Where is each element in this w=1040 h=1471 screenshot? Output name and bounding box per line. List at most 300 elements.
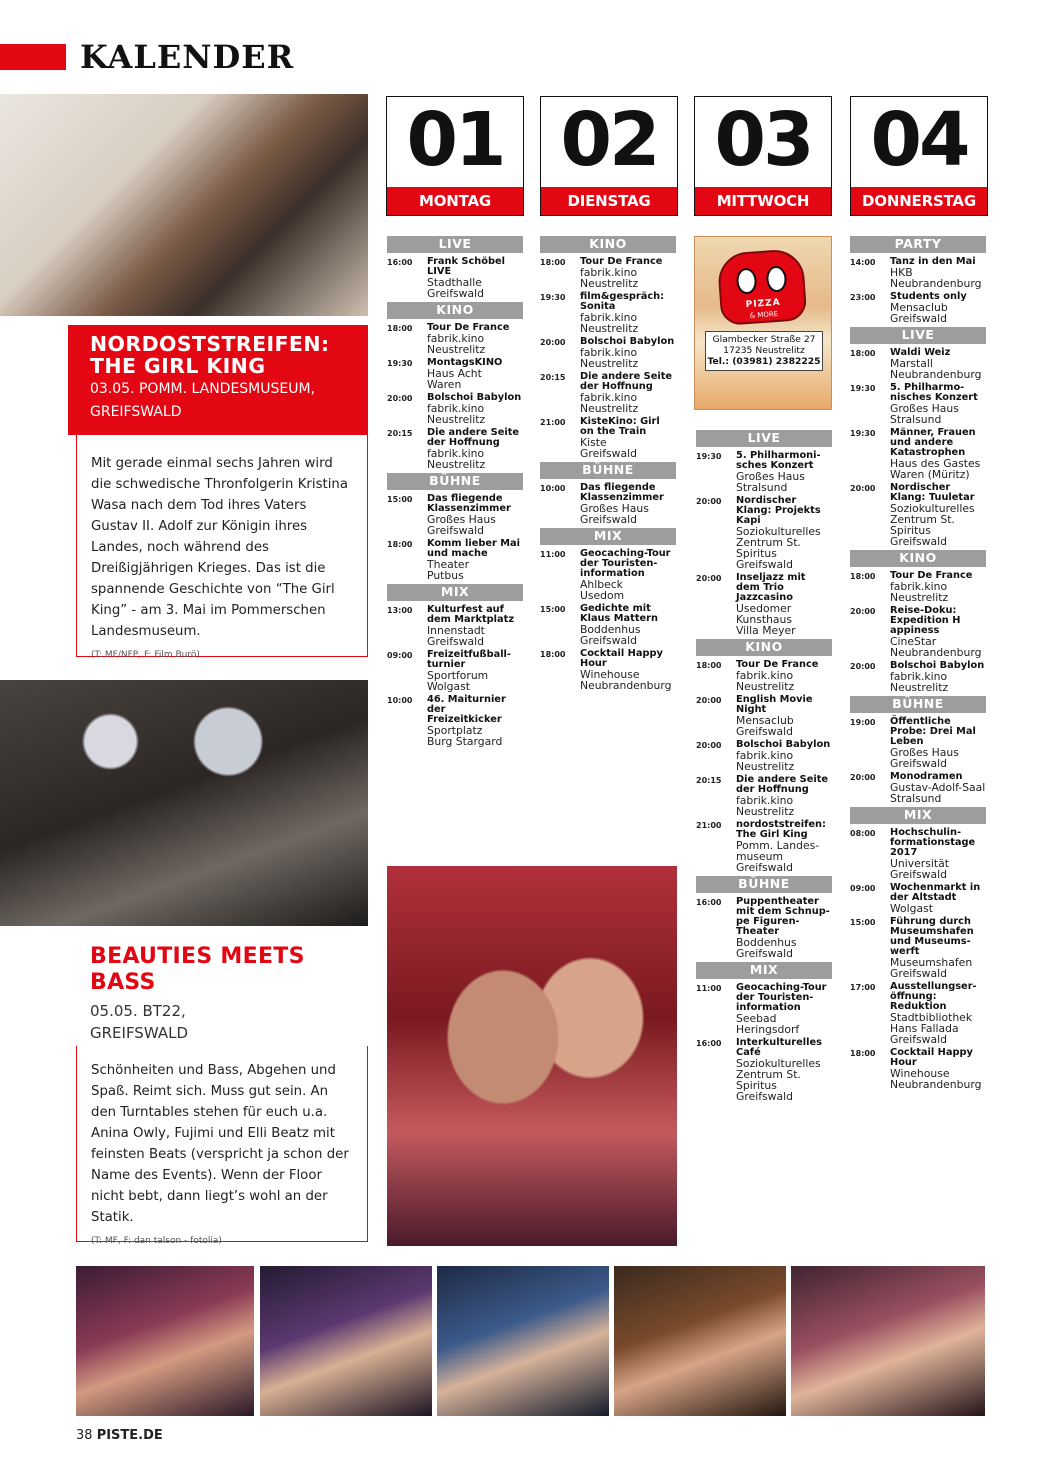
event-details	[890, 428, 986, 480]
event-name: Bolschoi Babylon	[890, 660, 985, 671]
event-location: Waren (Müritz)	[890, 468, 970, 481]
event-details	[890, 606, 986, 658]
event-entry	[696, 451, 832, 493]
event-location: Großes Haus	[736, 470, 805, 483]
event-details	[427, 695, 523, 747]
event-entry	[696, 983, 832, 1035]
event-location: Greifswald	[890, 1033, 947, 1046]
event-entry	[850, 483, 986, 547]
feature-header-girl-king	[68, 325, 368, 435]
event-name: Das fliegende Klassenzimmer	[580, 482, 664, 503]
event-name: Männer, Frauen und andere Katastrophen	[890, 427, 976, 458]
event-entry	[850, 428, 986, 480]
event-location: fabrik.kino	[736, 794, 794, 807]
category-header: MIX	[387, 584, 523, 601]
event-location: Greifswald	[427, 635, 484, 648]
event-entry	[696, 1038, 832, 1102]
event-time: 20:00	[696, 497, 722, 506]
page-footer	[76, 1428, 163, 1443]
event-location: Winehouse	[580, 668, 640, 681]
event-details	[427, 257, 523, 299]
event-name: Die andere Seite der Hoffnung	[427, 427, 520, 448]
event-time: 20:00	[540, 338, 566, 347]
event-details	[890, 828, 986, 880]
event-entry	[540, 649, 676, 691]
event-name: Students only	[890, 291, 967, 302]
category-header: BÜHNE	[850, 696, 986, 713]
event-entry	[387, 695, 523, 747]
page-number: 38	[76, 1428, 93, 1443]
day-number: 04	[870, 97, 968, 183]
event-name: Ausstellungser-öffnung: Reduktion	[890, 981, 977, 1012]
day-box-1	[386, 96, 524, 216]
event-location: fabrik.kino	[736, 749, 794, 762]
ad-phone: Tel.: (03981) 2382225	[707, 356, 821, 367]
event-name: 46. Maiturnier der Freizeitkicker	[427, 694, 506, 725]
event-entry	[850, 348, 986, 380]
event-name: Tour De France	[580, 256, 663, 267]
event-time: 18:00	[850, 349, 876, 358]
event-details	[890, 1048, 986, 1090]
event-location: fabrik.kino	[580, 391, 638, 404]
event-location: Neustrelitz	[736, 680, 795, 693]
event-entry	[850, 383, 986, 425]
event-details	[890, 661, 986, 693]
party-photo-hug	[387, 866, 677, 1246]
event-details	[890, 982, 986, 1045]
event-details	[736, 983, 832, 1035]
day-box-2	[540, 96, 678, 216]
event-details	[890, 348, 986, 380]
ad-city: 17235 Neustrelitz	[723, 345, 805, 356]
event-location: Gustav-Adolf-Saal	[890, 781, 986, 794]
event-entry	[850, 917, 986, 979]
event-entry	[850, 1048, 986, 1090]
event-location: fabrik.kino	[580, 266, 638, 279]
event-location: Greifswald	[580, 634, 637, 647]
feature-body-girl-king	[76, 435, 368, 660]
event-time: 19:30	[696, 452, 722, 461]
event-entry	[540, 337, 676, 369]
event-details	[736, 496, 832, 570]
event-location: Greifswald	[736, 1090, 793, 1103]
event-location: Greifswald	[890, 757, 947, 770]
party-photo-strip-5	[791, 1266, 985, 1416]
events-column-day-1	[387, 234, 523, 750]
event-details	[890, 883, 986, 914]
event-time: 19:30	[540, 293, 566, 302]
category-header: LIVE	[696, 430, 832, 447]
event-location: Großes Haus	[890, 402, 959, 415]
footer-brand: PISTE.DE	[96, 1428, 163, 1443]
event-time: 15:00	[850, 918, 876, 927]
feature-title-line2: THE GIRL KING	[90, 354, 266, 378]
events-column-day-3	[696, 428, 832, 1105]
event-time: 18:00	[387, 324, 413, 333]
party-photo-strip-4	[614, 1266, 786, 1416]
event-details	[890, 292, 986, 324]
event-entry	[850, 257, 986, 289]
event-location: Ahlbeck	[580, 578, 623, 591]
event-location: fabrik.kino	[427, 332, 485, 345]
event-location: Mensaclub	[736, 714, 794, 727]
event-location: Soziokulturelles Zentrum St. Spiritus	[736, 1057, 821, 1092]
event-time: 18:00	[387, 540, 413, 549]
event-details	[580, 337, 676, 369]
event-entry	[696, 775, 832, 817]
event-entry	[850, 571, 986, 603]
event-time: 15:00	[540, 605, 566, 614]
event-location: Neubrandenburg	[890, 646, 982, 659]
feature-title-line1: NORDOSTSTREIFEN:	[90, 332, 330, 356]
event-time: 20:00	[387, 394, 413, 403]
event-location: Pomm. Landes-museum	[736, 839, 820, 863]
event-location: Soziokulturelles Zentrum St. Spiritus	[736, 525, 821, 560]
event-entry	[850, 661, 986, 693]
event-time: 18:00	[540, 258, 566, 267]
event-details	[736, 740, 832, 772]
event-name: Wochenmarkt in der Altstadt	[890, 882, 981, 903]
category-header: BÜHNE	[540, 462, 676, 479]
event-location: Seebad Heringsdorf	[736, 1012, 800, 1036]
feature-credit: (T: MF, F: dan talson - fotolia)	[91, 1236, 222, 1246]
event-entry	[850, 982, 986, 1045]
event-location: Großes Haus	[580, 502, 649, 515]
event-location: Greifswald	[736, 861, 793, 874]
event-time: 18:00	[540, 650, 566, 659]
event-entry	[387, 393, 523, 425]
event-entry	[540, 549, 676, 601]
event-name: Geocaching-Tour der Touristen-information	[580, 548, 671, 579]
event-name: Gedichte mit Klaus Mattern	[580, 603, 658, 624]
event-entry	[387, 494, 523, 536]
feature-credit: (T: MF/NFP, F: Film Burö)	[91, 650, 200, 660]
event-details	[890, 772, 986, 804]
event-location: Boddenhus	[736, 936, 797, 949]
event-details	[427, 393, 523, 425]
event-details	[580, 257, 676, 289]
event-location: Stralsund	[890, 792, 942, 805]
event-location: Greifswald	[736, 947, 793, 960]
event-details	[736, 451, 832, 493]
event-time: 23:00	[850, 293, 876, 302]
event-time: 16:00	[696, 1039, 722, 1048]
event-time: 20:00	[696, 696, 722, 705]
event-time: 20:15	[387, 429, 413, 438]
event-location: Sportplatz	[427, 724, 483, 737]
event-details	[427, 323, 523, 355]
event-location: Neustrelitz	[890, 591, 949, 604]
event-location: Neustrelitz	[427, 413, 486, 426]
event-details	[890, 571, 986, 603]
event-name: nordoststreifen: The Girl King	[736, 819, 826, 840]
category-header: KINO	[540, 236, 676, 253]
event-location: Neustrelitz	[580, 402, 639, 415]
event-location: Universität	[890, 857, 949, 870]
event-name: Bolschoi Babylon	[427, 392, 522, 403]
event-location: Greifswald	[580, 447, 637, 460]
category-header: BÜHNE	[387, 473, 523, 490]
event-details	[890, 383, 986, 425]
event-location: Neustrelitz	[736, 760, 795, 773]
party-photo-strip-2	[260, 1266, 432, 1416]
pizza-advertisement[interactable]	[694, 236, 832, 410]
event-entry	[540, 417, 676, 459]
event-location: Burg Stargard	[427, 735, 503, 748]
event-location: Putbus	[427, 569, 464, 582]
feature-text: Mit gerade einmal sechs Jahren wird die schwedische Thronfolgerin Kristina Wasa nach dem Tod ihres Vaters Gustav II. Adolf zur Königin ihres Landes, noch während des Dreißigjährigen Krieges. Das ist die spannende Geschichte von “The Girl King” - am 3. Mai im Pommerschen Landesmuseum.	[91, 456, 348, 639]
events-column-day-4	[850, 234, 986, 1093]
feature-body-beauties-bass	[76, 1046, 368, 1246]
event-time: 08:00	[850, 829, 876, 838]
event-time: 20:00	[850, 484, 876, 493]
event-time: 17:00	[850, 983, 876, 992]
event-time: 20:00	[696, 574, 722, 583]
day-box-3	[694, 96, 832, 216]
event-location: Greifswald	[890, 535, 947, 548]
event-location: Neubrandenburg	[890, 368, 982, 381]
event-details	[736, 1038, 832, 1102]
category-header: MIX	[850, 807, 986, 824]
event-location: Großes Haus	[427, 513, 496, 526]
category-header: MIX	[540, 528, 676, 545]
day-name: MONTAG	[387, 187, 523, 215]
event-entry	[696, 573, 832, 636]
page-title: KALENDER	[80, 38, 295, 76]
event-details	[580, 417, 676, 459]
event-location: Greifswald	[427, 524, 484, 537]
feature-header-beauties-bass	[68, 940, 368, 1050]
event-entry	[696, 695, 832, 737]
event-name: Cocktail Happy Hour	[580, 648, 663, 669]
category-header: BÜHNE	[696, 876, 832, 893]
event-location: Stadtbibliothek Hans Fallada	[890, 1011, 973, 1035]
event-name: Kulturfest auf dem Marktplatz	[427, 604, 515, 625]
event-time: 20:00	[696, 741, 722, 750]
event-entry	[850, 883, 986, 914]
event-location: Greifswald	[580, 513, 637, 526]
event-details	[580, 649, 676, 691]
event-time: 10:00	[540, 484, 566, 493]
event-time: 18:00	[696, 661, 722, 670]
event-time: 20:00	[850, 773, 876, 782]
event-name: Cocktail Happy Hour	[890, 1047, 973, 1068]
event-time: 21:00	[540, 418, 566, 427]
event-entry	[696, 496, 832, 570]
event-name: Bolschoi Babylon	[736, 739, 831, 750]
event-location: Neustrelitz	[580, 357, 639, 370]
event-time: 09:00	[850, 884, 876, 893]
category-header: KINO	[696, 639, 832, 656]
event-details	[890, 717, 986, 769]
event-details	[890, 257, 986, 289]
event-location: Neustrelitz	[580, 277, 639, 290]
day-name: MITTWOCH	[695, 187, 831, 215]
event-location: fabrik.kino	[890, 580, 948, 593]
event-entry	[850, 772, 986, 804]
event-entry	[387, 539, 523, 581]
event-entry	[696, 660, 832, 692]
day-name: DIENSTAG	[541, 187, 677, 215]
event-location: Villa Meyer	[736, 624, 796, 637]
event-location: Innenstadt	[427, 624, 485, 637]
event-location: Wolgast	[427, 680, 470, 693]
event-location: Boddenhus	[580, 623, 641, 636]
event-entry	[850, 717, 986, 769]
event-details	[427, 650, 523, 692]
event-entry	[540, 292, 676, 334]
event-time: 20:00	[850, 607, 876, 616]
event-entry	[387, 257, 523, 299]
event-location: Museumshafen	[890, 956, 973, 969]
event-entry	[387, 323, 523, 355]
event-location: Mensaclub	[890, 301, 948, 314]
event-name: Öffentliche Probe: Drei Mal Leben	[890, 716, 976, 747]
event-location: Großes Haus	[890, 746, 959, 759]
event-details	[427, 358, 523, 390]
event-name: Tanz in den Mai	[890, 256, 976, 267]
logo-eye-right	[766, 265, 788, 292]
event-details	[736, 573, 832, 636]
event-entry	[387, 605, 523, 647]
event-name: film&gespräch: Sonita	[580, 291, 665, 312]
header-red-bar	[0, 44, 66, 70]
event-time: 16:00	[696, 898, 722, 907]
event-location: Marstall	[890, 357, 933, 370]
event-location: Neustrelitz	[427, 458, 486, 471]
event-name: Führung durch Museumshafen und Museums-werft	[890, 916, 974, 957]
event-entry	[387, 358, 523, 390]
event-location: Neustrelitz	[736, 805, 795, 818]
category-header: LIVE	[850, 327, 986, 344]
event-name: Geocaching-Tour der Touristen-information	[736, 982, 827, 1013]
feature-photo-girl-king	[0, 94, 368, 316]
event-name: Waldi Weiz	[890, 347, 951, 358]
event-details	[736, 897, 832, 959]
feature-title-line2: BASS	[90, 970, 156, 995]
event-location: fabrik.kino	[580, 311, 638, 324]
event-time: 20:00	[850, 662, 876, 671]
feature-subtitle-line2: GREIFSWALD	[90, 404, 182, 420]
event-location: Soziokulturelles Zentrum St. Spiritus	[890, 502, 975, 537]
event-name: Monodramen	[890, 771, 963, 782]
event-location: Neustrelitz	[580, 322, 639, 335]
event-name: English Movie Night	[736, 694, 813, 715]
event-name: MontagsKINO	[427, 357, 503, 368]
event-location: Neubrandenburg	[580, 679, 672, 692]
event-time: 09:00	[387, 651, 413, 660]
event-entry	[696, 897, 832, 959]
event-location: Greifswald	[890, 312, 947, 325]
event-name: Bolschoi Babylon	[580, 336, 675, 347]
category-header: PARTY	[850, 236, 986, 253]
event-details	[427, 428, 523, 470]
event-details	[580, 372, 676, 414]
ad-address-box	[705, 331, 823, 371]
event-location: Greifswald	[890, 868, 947, 881]
event-location: Greifswald	[427, 287, 484, 300]
event-name: KisteKino: Girl on the Train	[580, 416, 660, 437]
feature-subtitle-line2: GREIFSWALD	[90, 1024, 189, 1042]
logo-word2: & MORE	[749, 309, 779, 320]
event-entry	[696, 820, 832, 873]
event-location: Usedom	[580, 589, 625, 602]
event-time: 19:30	[850, 384, 876, 393]
event-details	[736, 775, 832, 817]
event-time: 18:00	[850, 1049, 876, 1058]
event-location: Winehouse Neubrandenburg	[890, 1067, 982, 1091]
event-time: 20:15	[696, 776, 722, 785]
event-time: 15:00	[387, 495, 413, 504]
event-name: Reise-Doku: Expedition H appiness	[890, 605, 961, 636]
event-name: Inseljazz mit dem Trio Jazzcasino	[736, 572, 806, 603]
event-entry	[540, 372, 676, 414]
event-location: Stadthalle	[427, 276, 482, 289]
feature-subtitle-line1: 03.05. POMM. LANDESMUSEUM,	[90, 381, 316, 397]
event-details	[580, 604, 676, 646]
party-photo-strip-1	[76, 1266, 254, 1416]
event-location: Greifswald	[736, 725, 793, 738]
event-time: 18:00	[850, 572, 876, 581]
day-name: DONNERSTAG	[851, 187, 987, 215]
event-details	[427, 494, 523, 536]
event-details	[580, 483, 676, 525]
event-location: Haus Acht	[427, 367, 482, 380]
event-location: fabrik.kino	[736, 669, 794, 682]
event-name: Tour De France	[427, 322, 510, 333]
event-details	[890, 917, 986, 979]
event-details	[890, 483, 986, 547]
event-entry	[387, 650, 523, 692]
event-name: Komm lieber Mai und mache	[427, 538, 520, 559]
event-time: 19:30	[850, 429, 876, 438]
event-time: 19:30	[387, 359, 413, 368]
event-entry	[850, 828, 986, 880]
events-column-day-2	[540, 234, 676, 694]
event-location: Wolgast	[890, 902, 933, 915]
event-details	[580, 549, 676, 601]
day-box-4	[850, 96, 988, 216]
ad-street: Glambecker Straße 27	[712, 334, 816, 345]
event-time: 14:00	[850, 258, 876, 267]
event-location: Usedomer Kunsthaus	[736, 602, 793, 626]
category-header: KINO	[850, 550, 986, 567]
event-name: Das fliegende Klassenzimmer	[427, 493, 511, 514]
event-details	[736, 695, 832, 737]
event-name: Die andere Seite der Hoffnung	[736, 774, 829, 795]
event-location: fabrik.kino	[580, 346, 638, 359]
event-time: 19:00	[850, 718, 876, 727]
event-location: fabrik.kino	[427, 402, 485, 415]
event-name: Tour De France	[736, 659, 819, 670]
event-location: Sportforum	[427, 669, 489, 682]
feature-title-line1: BEAUTIES MEETS	[90, 944, 305, 969]
category-header: LIVE	[387, 236, 523, 253]
event-time: 10:00	[387, 696, 413, 705]
event-name: Die andere Seite der Hoffnung	[580, 371, 673, 392]
event-entry	[540, 604, 676, 646]
event-location: Neustrelitz	[890, 681, 949, 694]
event-name: Frank Schöbel LIVE	[427, 256, 505, 277]
event-entry	[540, 483, 676, 525]
event-name: 5. Philharmoni-sches Konzert	[736, 450, 821, 471]
event-location: Kiste	[580, 436, 607, 449]
event-location: HKB Neubrandenburg	[890, 266, 982, 290]
event-name: 5. Philharmo-nisches Konzert	[890, 382, 978, 403]
event-details	[736, 660, 832, 692]
event-location: Theater	[427, 558, 470, 571]
event-entry	[387, 428, 523, 470]
